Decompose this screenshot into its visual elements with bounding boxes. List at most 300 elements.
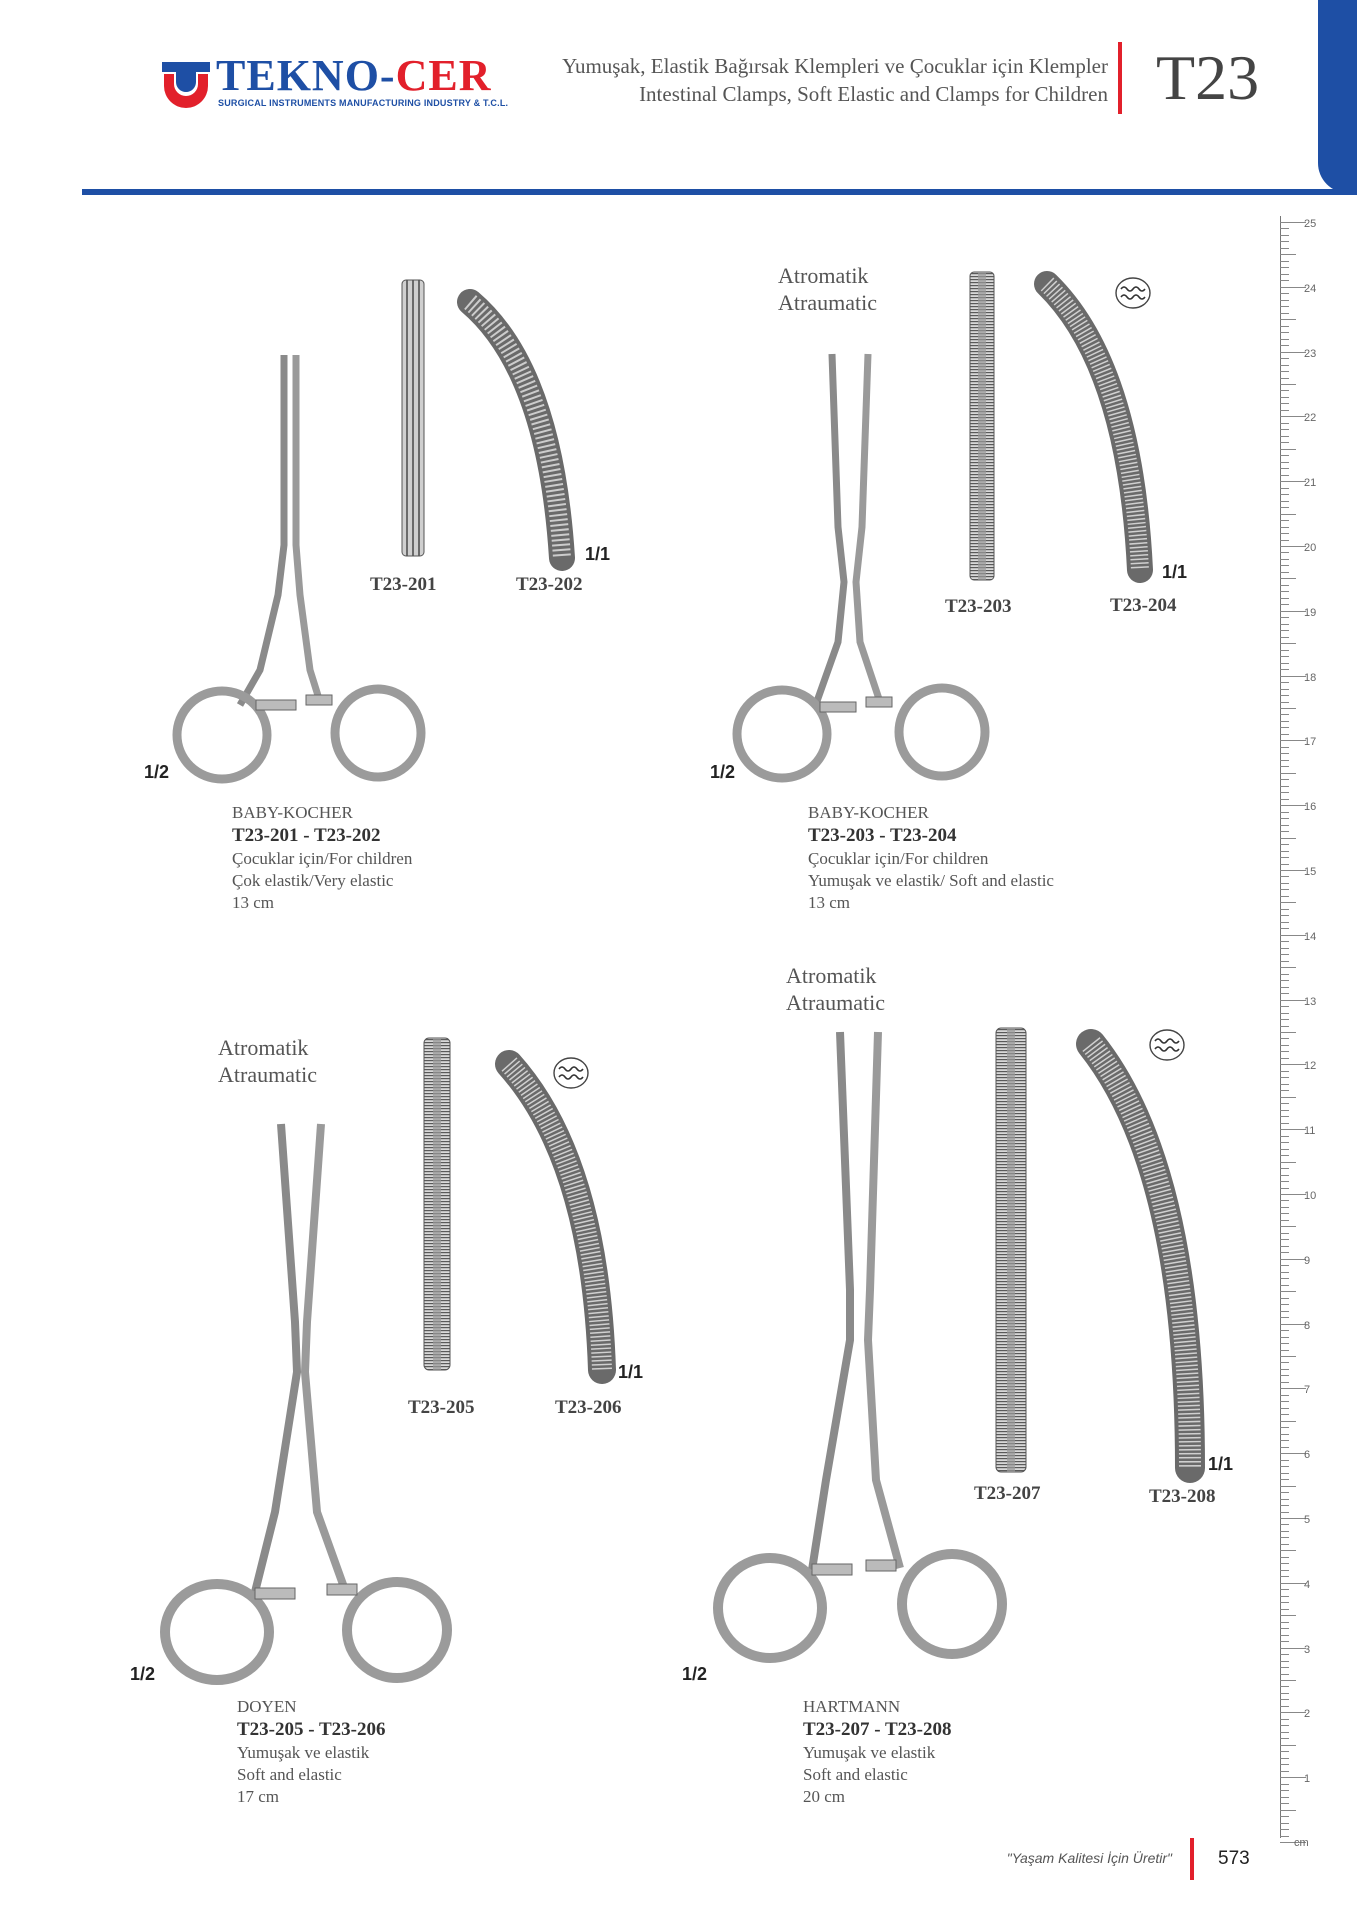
ruler-tick (1280, 371, 1289, 372)
ruler-tick (1280, 766, 1289, 767)
ruler-tick (1280, 1829, 1289, 1830)
ruler-tick (1280, 1356, 1296, 1357)
ruler-tick (1280, 1518, 1306, 1519)
ruler-label: 21 (1304, 477, 1317, 490)
ruler-tick (1280, 1181, 1289, 1182)
ruler-tick (1280, 727, 1289, 728)
ruler-tick (1280, 578, 1296, 579)
ruler-tick (1280, 501, 1289, 502)
ruler-tick (1280, 540, 1289, 541)
ruler-label: 7 (1304, 1384, 1311, 1397)
ruler-tick (1280, 1609, 1289, 1610)
code-label-straight: T23-203 (945, 596, 1012, 617)
ruler-tick (1280, 1369, 1289, 1370)
ruler-tick (1280, 1291, 1296, 1292)
ruler-tick (1280, 1453, 1306, 1454)
ruler-tick (1280, 1194, 1306, 1195)
product-line-1: Çocuklar için/For children (808, 849, 989, 868)
ruler-label: 6 (1304, 1449, 1311, 1462)
ruler-tick (1280, 1602, 1289, 1603)
ruler-tick (1280, 1006, 1289, 1007)
code-label-curved: T23-202 (516, 574, 583, 595)
ruler-tick (1280, 851, 1289, 852)
ruler-tick (1280, 339, 1289, 340)
ruler-tick (1280, 455, 1289, 456)
ruler-tick (1280, 1395, 1289, 1396)
product-name: DOYEN (237, 1697, 297, 1716)
ruler-tick (1280, 1719, 1289, 1720)
ruler-tick (1280, 345, 1289, 346)
ruler-label: 13 (1304, 995, 1317, 1008)
product-length: 13 cm (808, 893, 851, 912)
product-codes: T23-201 - T23-202 (232, 825, 381, 846)
ruler-label: 22 (1304, 412, 1317, 425)
ruler-tick (1280, 488, 1289, 489)
jaw-curved-T23-206 (495, 1050, 625, 1380)
ruler-tick (1280, 1239, 1289, 1240)
ruler-tick (1280, 799, 1289, 800)
header-corner-accent (1318, 0, 1357, 193)
ruler-label: 24 (1304, 282, 1317, 295)
ruler-tick (1280, 1019, 1289, 1020)
ruler-tick (1280, 1414, 1289, 1415)
ruler-tick (1280, 1421, 1296, 1422)
ruler-tick (1280, 1654, 1289, 1655)
ruler-tick (1280, 1745, 1296, 1746)
header-rule (82, 189, 1357, 195)
ruler-tick (1280, 1013, 1289, 1014)
jaw-curved-T23-208 (1075, 1028, 1215, 1480)
ruler-label: 14 (1304, 930, 1317, 943)
product-codes: T23-205 - T23-206 (237, 1719, 386, 1740)
ruler-tick (1280, 857, 1289, 858)
ruler-tick (1280, 222, 1306, 223)
ruler-tick (1280, 436, 1289, 437)
ruler-tick (1280, 1278, 1289, 1279)
product-description (808, 802, 1054, 914)
cm-ruler (1280, 216, 1320, 1849)
ruler-tick (1280, 689, 1289, 690)
ruler-tick (1280, 572, 1289, 573)
ruler-tick (1280, 1207, 1289, 1208)
ruler-tick (1280, 1129, 1306, 1130)
ruler-tick (1280, 384, 1296, 385)
ruler-label: 17 (1304, 736, 1317, 749)
ruler-tick (1280, 552, 1289, 553)
ruler-tick (1280, 1252, 1289, 1253)
ruler-tick (1280, 507, 1289, 508)
ruler-tick (1280, 760, 1289, 761)
ruler-tick (1280, 909, 1289, 910)
ruler-tick (1280, 468, 1289, 469)
ruler-tick (1280, 734, 1289, 735)
ruler-tick (1280, 1797, 1289, 1798)
ruler-label: 10 (1304, 1190, 1317, 1202)
ruler-tick (1280, 1123, 1289, 1124)
ruler-tick (1280, 481, 1306, 482)
ruler-tick (1280, 1836, 1289, 1837)
code-label-curved: T23-204 (1110, 595, 1177, 616)
ruler-tick (1280, 1699, 1289, 1700)
instrument-photo-hartmann (700, 1030, 1020, 1670)
ruler-tick (1280, 604, 1289, 605)
ruler-tick (1280, 812, 1289, 813)
ruler-tick (1280, 1674, 1289, 1675)
ruler-tick (1280, 643, 1296, 644)
ruler-tick (1280, 1142, 1289, 1143)
ruler-tick (1280, 449, 1296, 450)
ruler-tick (1280, 1667, 1289, 1668)
ruler-tick (1280, 980, 1289, 981)
ruler-tick (1280, 591, 1289, 592)
ruler-tick (1280, 228, 1289, 229)
ruler-label: 1 (1304, 1773, 1311, 1786)
ruler-tick (1280, 948, 1289, 949)
product-codes: T23-203 - T23-204 (808, 825, 957, 846)
ruler-tick (1280, 1064, 1306, 1065)
ruler-tick (1280, 928, 1289, 929)
ruler-label: 4 (1304, 1578, 1311, 1591)
atraumatic-wave-icon (553, 1055, 593, 1091)
ruler-tick (1280, 1071, 1289, 1072)
ruler-label: 16 (1304, 801, 1317, 814)
ruler-tick (1280, 235, 1289, 236)
ruler-tick (1280, 1680, 1296, 1681)
ruler-tick (1280, 1816, 1289, 1817)
ruler-tick (1280, 1732, 1289, 1733)
ruler-tick (1280, 818, 1289, 819)
ruler-tick (1280, 1149, 1289, 1150)
ruler-tick (1280, 1103, 1289, 1104)
ruler-tick (1280, 870, 1306, 871)
ruler-tick (1280, 300, 1289, 301)
ruler-tick (1280, 1576, 1289, 1577)
ruler-label: 8 (1304, 1319, 1311, 1332)
ruler-tick (1280, 624, 1289, 625)
scale-instrument: 1/2 (682, 1664, 708, 1684)
ruler-tick (1280, 896, 1289, 897)
atraumatic-label (218, 1034, 317, 1088)
ruler-tick (1280, 397, 1289, 398)
ruler-tick (1280, 993, 1289, 994)
ruler-tick (1280, 637, 1289, 638)
ruler-tick (1280, 1563, 1289, 1564)
code-label-curved: T23-206 (555, 1397, 622, 1418)
ruler-tick (1280, 1771, 1289, 1772)
ruler-tick (1280, 954, 1289, 955)
ruler-tick (1280, 520, 1289, 521)
ruler-tick (1280, 1583, 1306, 1584)
ruler-tick (1280, 702, 1289, 703)
ruler-tick (1280, 306, 1289, 307)
brand-subtitle: SURGICAL INSTRUMENTS MANUFACTURING INDUSTRY & T.C.L. (218, 98, 509, 108)
ruler-tick (1280, 1233, 1289, 1234)
ruler-tick (1280, 1641, 1289, 1642)
ruler-tick (1280, 546, 1306, 547)
scale-jaw: 1/1 (585, 544, 611, 564)
ruler-tick (1280, 1492, 1289, 1493)
ruler-tick (1280, 1790, 1289, 1791)
ruler-tick (1280, 565, 1289, 566)
ruler-tick (1280, 1259, 1306, 1260)
scale-instrument: 1/2 (144, 762, 170, 782)
ruler-label: 11 (1304, 1125, 1316, 1138)
product-line-2: Soft and elastic (803, 1765, 908, 1784)
product-line-2: Yumuşak ve elastik/ Soft and elastic (808, 871, 1054, 890)
ruler-tick (1280, 805, 1306, 806)
ruler-tick (1280, 462, 1289, 463)
jaw-straight-T23-207 (994, 1026, 1030, 1476)
scale-instrument: 1/2 (710, 762, 736, 782)
ruler-tick (1280, 332, 1289, 333)
ruler-tick (1280, 287, 1306, 288)
ruler-tick (1280, 1499, 1289, 1500)
product-line-2: Soft and elastic (237, 1765, 342, 1784)
ruler-tick (1280, 559, 1289, 560)
ruler-tick (1280, 1544, 1289, 1545)
ruler-tick (1280, 533, 1289, 534)
ruler-tick (1280, 708, 1296, 709)
ruler-tick (1280, 974, 1289, 975)
product-length: 20 cm (803, 1787, 846, 1806)
product-line-1: Çocuklar için/For children (232, 849, 413, 868)
ruler-label: 12 (1304, 1060, 1317, 1073)
ruler-tick (1280, 241, 1289, 242)
ruler-tick (1280, 922, 1289, 923)
ruler-tick (1280, 883, 1289, 884)
ruler-tick (1280, 1246, 1289, 1247)
ruler-tick (1280, 1751, 1289, 1752)
ruler-tick (1280, 416, 1306, 417)
ruler-tick (1280, 779, 1289, 780)
ruler-tick (1280, 1408, 1289, 1409)
atraumatic-en: Atraumatic (786, 990, 885, 1015)
atraumatic-label (778, 262, 877, 316)
ruler-tick (1280, 1226, 1296, 1227)
product-description (237, 1696, 385, 1808)
ruler-tick (1280, 261, 1289, 262)
ruler-label: 5 (1304, 1514, 1311, 1526)
ruler-tick (1280, 747, 1289, 748)
code-label-straight: T23-205 (408, 1397, 475, 1418)
atraumatic-tr: Atromatik (786, 963, 877, 988)
ruler-tick (1280, 1375, 1289, 1376)
atraumatic-label (786, 962, 885, 1016)
ruler-tick (1280, 1090, 1289, 1091)
ruler-tick (1280, 1661, 1289, 1662)
ruler-tick (1280, 1077, 1289, 1078)
scale-jaw: 1/1 (1208, 1454, 1234, 1474)
ruler-tick (1280, 714, 1289, 715)
ruler-tick (1280, 1311, 1289, 1312)
ruler-tick (1280, 598, 1289, 599)
code-label-straight: T23-207 (974, 1483, 1041, 1504)
ruler-tick (1280, 1188, 1289, 1189)
ruler-tick (1280, 792, 1289, 793)
ruler-tick (1280, 1615, 1296, 1616)
ruler-tick (1280, 1648, 1306, 1649)
header-title (470, 52, 1108, 108)
ruler-tick (1280, 429, 1289, 430)
footer-divider (1190, 1838, 1194, 1880)
ruler-tick (1280, 1531, 1289, 1532)
ruler-tick (1280, 378, 1289, 379)
ruler-tick (1280, 1220, 1289, 1221)
ruler-tick (1280, 1784, 1289, 1785)
ruler-tick (1280, 695, 1289, 696)
footer-slogan: "Yaşam Kalitesi İçin Üretir" (1006, 1850, 1172, 1866)
ruler-spine (1280, 216, 1281, 1838)
code-label-straight: T23-201 (370, 574, 437, 595)
atraumatic-tr: Atromatik (778, 263, 869, 288)
ruler-tick (1280, 630, 1289, 631)
brand-logo (160, 50, 509, 110)
ruler-tick (1280, 1401, 1289, 1402)
ruler-tick (1280, 585, 1289, 586)
product-name: HARTMANN (803, 1697, 901, 1716)
ruler-tick (1280, 676, 1306, 677)
jaw-curved-T23-202 (460, 290, 580, 565)
atraumatic-wave-icon (1115, 275, 1155, 311)
section-code: T23 (1156, 42, 1260, 113)
ruler-tick (1280, 514, 1296, 515)
ruler-label: 25 (1304, 218, 1317, 230)
atraumatic-tr: Atromatik (218, 1035, 309, 1060)
product-name: BABY-KOCHER (232, 803, 353, 822)
ruler-tick (1280, 423, 1289, 424)
ruler-tick (1280, 1272, 1289, 1273)
brand-name: TEKNO-CER (216, 51, 492, 100)
ruler-tick (1280, 935, 1306, 936)
ruler-tick (1280, 442, 1289, 443)
ruler-tick (1280, 1686, 1289, 1687)
ruler-tick (1280, 1343, 1289, 1344)
ruler-tick (1280, 1486, 1296, 1487)
ruler-tick (1280, 915, 1289, 916)
ruler-tick (1280, 825, 1289, 826)
ruler-tick (1280, 1097, 1296, 1098)
ruler-tick (1280, 1473, 1289, 1474)
ruler-tick (1280, 1213, 1289, 1214)
ruler-tick (1280, 1447, 1289, 1448)
ruler-tick (1280, 650, 1289, 651)
ruler-tick (1280, 1810, 1296, 1811)
ruler-tick (1280, 967, 1296, 968)
ruler-tick (1280, 1324, 1306, 1325)
ruler-tick (1280, 1777, 1306, 1778)
ruler-tick (1280, 1337, 1289, 1338)
ruler-tick (1280, 494, 1289, 495)
ruler-unit: cm (1294, 1837, 1309, 1849)
header-title-en: Intestinal Clamps, Soft Elastic and Clamps for Children (639, 82, 1108, 106)
ruler-tick (1280, 248, 1289, 249)
jaw-straight-T23-205 (422, 1036, 454, 1374)
ruler-tick (1280, 1388, 1306, 1389)
ruler-tick (1280, 740, 1306, 741)
ruler-tick (1280, 786, 1289, 787)
ruler-tick (1280, 1084, 1289, 1085)
ruler-tick (1280, 1738, 1289, 1739)
product-description (803, 1696, 951, 1808)
ruler-tick (1280, 876, 1289, 877)
ruler-tick (1280, 1440, 1289, 1441)
ruler-tick (1280, 1725, 1289, 1726)
ruler-tick (1280, 1589, 1289, 1590)
ruler-tick (1280, 864, 1289, 865)
ruler-tick (1280, 1693, 1289, 1694)
ruler-tick (1280, 831, 1289, 832)
product-description (232, 802, 412, 914)
product-codes: T23-207 - T23-208 (803, 1719, 952, 1740)
jaw-curved-T23-204 (1035, 270, 1165, 580)
ruler-tick (1280, 1026, 1289, 1027)
ruler-tick (1280, 1317, 1289, 1318)
logo-mark-icon (160, 58, 212, 104)
ruler-tick (1280, 1032, 1296, 1033)
ruler-tick (1280, 941, 1289, 942)
ruler-tick (1280, 1557, 1289, 1558)
scale-jaw: 1/1 (1162, 562, 1188, 582)
header-title-tr: Yumuşak, Elastik Bağırsak Klempleri ve Çocuklar için Klempler (562, 54, 1108, 78)
ruler-tick (1280, 682, 1289, 683)
ruler-tick (1280, 1362, 1289, 1363)
ruler-tick (1280, 753, 1289, 754)
ruler-tick (1280, 987, 1289, 988)
ruler-label: 19 (1304, 606, 1317, 619)
ruler-tick (1280, 1434, 1289, 1435)
ruler-tick (1280, 1304, 1289, 1305)
ruler-tick (1280, 1550, 1296, 1551)
ruler-tick (1280, 1427, 1289, 1428)
ruler-tick (1280, 1298, 1289, 1299)
ruler-tick (1280, 838, 1296, 839)
jaw-straight-T23-203 (968, 270, 998, 584)
ruler-tick (1280, 274, 1289, 275)
ruler-tick (1280, 902, 1296, 903)
instrument-photo-baby-kocher-soft (720, 352, 990, 788)
ruler-tick (1280, 267, 1289, 268)
ruler-tick (1280, 475, 1289, 476)
product-line-1: Yumuşak ve elastik (237, 1743, 370, 1762)
ruler-tick (1280, 1330, 1289, 1331)
ruler-tick (1280, 1110, 1289, 1111)
ruler-tick (1280, 254, 1296, 255)
ruler-tick (1280, 1285, 1289, 1286)
ruler-tick (1280, 293, 1289, 294)
ruler-tick (1280, 1168, 1289, 1169)
product-length: 13 cm (232, 893, 275, 912)
atraumatic-wave-icon (1149, 1027, 1189, 1063)
header-divider (1118, 42, 1122, 114)
ruler-label: 3 (1304, 1643, 1311, 1656)
ruler-tick (1280, 1000, 1306, 1001)
ruler-tick (1280, 1524, 1289, 1525)
ruler-tick (1280, 1162, 1296, 1163)
ruler-label: 2 (1304, 1708, 1311, 1721)
ruler-tick (1280, 1596, 1289, 1597)
ruler-tick (1280, 527, 1289, 528)
ruler-tick (1280, 1200, 1289, 1201)
ruler-tick (1280, 1635, 1289, 1636)
ruler-tick (1280, 1758, 1289, 1759)
ruler-tick (1280, 1155, 1289, 1156)
ruler-tick (1280, 352, 1306, 353)
ruler-tick (1280, 358, 1289, 359)
instrument-photo-baby-kocher-elastic (160, 350, 430, 790)
ruler-tick (1280, 365, 1289, 366)
ruler-tick (1280, 280, 1289, 281)
ruler-tick (1280, 319, 1296, 320)
